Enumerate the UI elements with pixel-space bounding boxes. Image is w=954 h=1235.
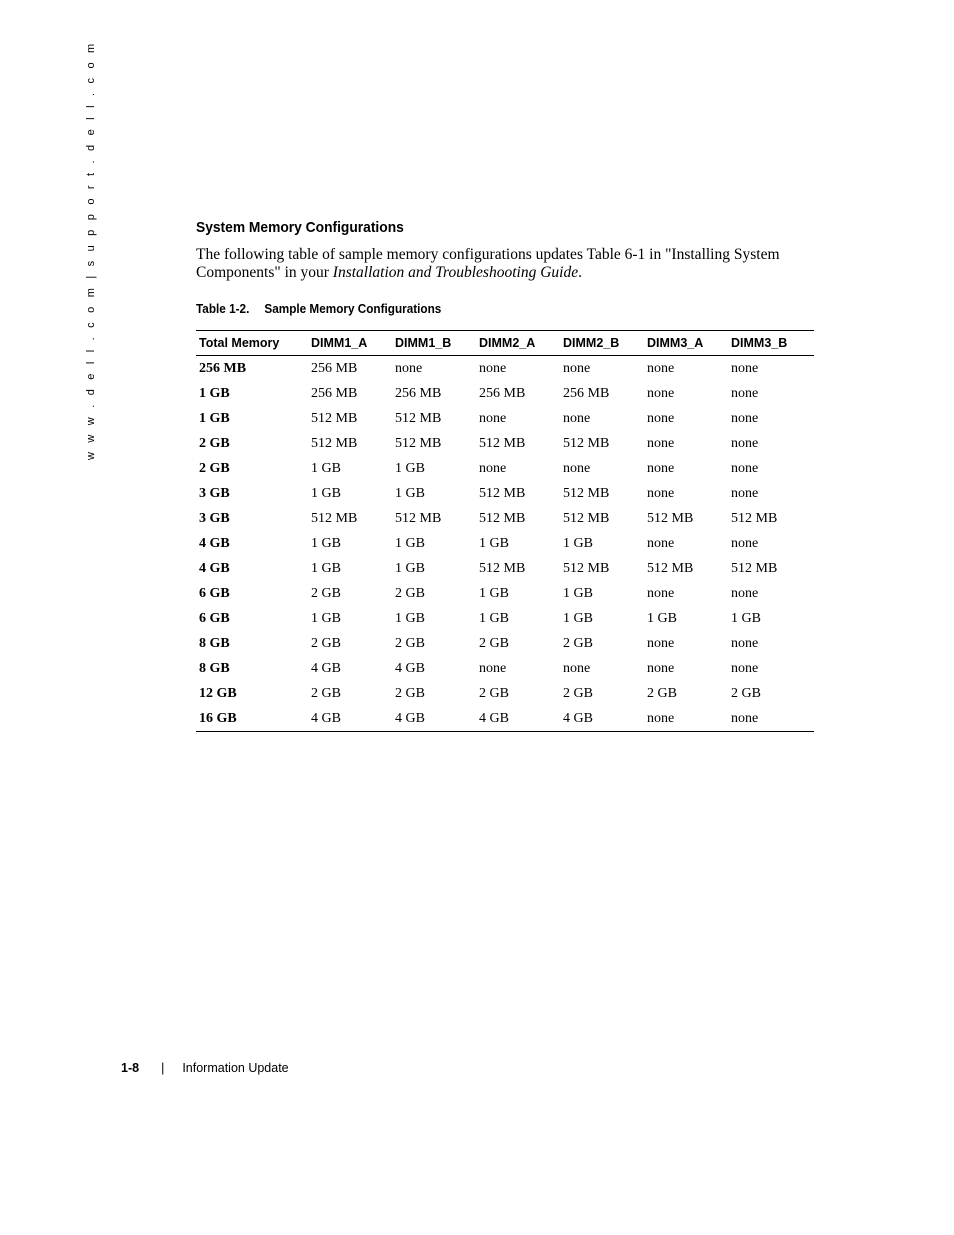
footer-section-title: Information Update xyxy=(182,1061,289,1075)
table-caption-number: Table 1-2. xyxy=(196,302,250,316)
dimm-cell: 4 GB xyxy=(308,706,392,732)
dimm-cell: 1 GB xyxy=(395,535,425,551)
total-memory-cell: 3 GB xyxy=(199,510,230,526)
dimm-cell: 1 GB xyxy=(563,585,593,601)
dimm-cell: 1 GB xyxy=(563,535,593,551)
header-total-memory: Total Memory xyxy=(196,331,308,356)
table-caption xyxy=(196,302,441,316)
total-memory-cell: 1 GB xyxy=(199,410,230,426)
dimm-cell: 2 GB xyxy=(395,585,425,601)
total-memory-cell: 4 GB xyxy=(199,560,230,576)
header-dimm3-a: DIMM3_A xyxy=(644,331,728,356)
page-number: 1-8 xyxy=(121,1061,140,1075)
dimm-cell: 2 GB xyxy=(647,685,677,701)
dimm-cell: none xyxy=(731,435,759,451)
table-row xyxy=(196,406,814,431)
dimm-cell: 512 MB xyxy=(479,560,526,576)
dimm-cell: 2 GB xyxy=(563,635,593,651)
dimm-cell: 1 GB xyxy=(395,485,425,501)
dimm-cell: 1 GB xyxy=(311,460,341,476)
intro-text-end: . xyxy=(578,264,582,281)
header-dimm1-b: DIMM1_B xyxy=(392,331,476,356)
table-row xyxy=(196,706,814,732)
dimm-cell: 2 GB xyxy=(395,685,425,701)
header-dimm2-b: DIMM2_B xyxy=(560,331,644,356)
total-memory-cell: 6 GB xyxy=(199,585,230,601)
dimm-cell: 256 MB xyxy=(311,385,358,401)
header-dimm1-a: DIMM1_A xyxy=(308,331,392,356)
dimm-cell: 256 MB xyxy=(563,385,610,401)
dimm-cell: 512 MB xyxy=(395,435,442,451)
total-memory-cell: 16 GB xyxy=(196,706,308,732)
dimm-cell: 512 MB xyxy=(311,510,358,526)
header-dimm2-a: DIMM2_A xyxy=(476,331,560,356)
dimm-cell: 512 MB xyxy=(479,485,526,501)
total-memory-cell: 256 MB xyxy=(199,360,247,376)
dimm-cell: none xyxy=(731,410,759,426)
table-caption-title: Sample Memory Configurations xyxy=(264,302,442,316)
dimm-cell: 512 MB xyxy=(647,510,694,526)
dimm-cell: none xyxy=(647,360,675,376)
dimm-cell: 512 MB xyxy=(563,435,610,451)
dimm-cell: none xyxy=(647,535,675,551)
total-memory-cell: 4 GB xyxy=(199,535,230,551)
dimm-cell: 512 MB xyxy=(731,560,778,576)
dimm-cell: none xyxy=(731,485,759,501)
dimm-cell: 4 GB xyxy=(476,706,560,732)
dimm-cell: none xyxy=(728,706,814,732)
total-memory-cell: 2 GB xyxy=(199,435,230,451)
dimm-cell: 512 MB xyxy=(731,510,778,526)
table-row xyxy=(196,606,814,631)
table-row xyxy=(196,431,814,456)
header-dimm3-b: DIMM3_B xyxy=(728,331,814,356)
dimm-cell: 512 MB xyxy=(563,560,610,576)
dimm-cell: none xyxy=(731,635,759,651)
table-row xyxy=(196,481,814,506)
dimm-cell: 1 GB xyxy=(479,585,509,601)
table-row xyxy=(196,581,814,606)
dimm-cell: 2 GB xyxy=(311,635,341,651)
dimm-cell: 2 GB xyxy=(731,685,761,701)
dimm-cell: 1 GB xyxy=(311,535,341,551)
dimm-cell: 1 GB xyxy=(395,610,425,626)
table-row xyxy=(196,681,814,706)
dimm-cell: 256 MB xyxy=(479,385,526,401)
table-row xyxy=(196,381,814,406)
dimm-cell: none xyxy=(731,535,759,551)
dimm-cell: 512 MB xyxy=(311,435,358,451)
page-footer xyxy=(121,1061,289,1075)
dimm-cell: 512 MB xyxy=(479,435,526,451)
total-memory-cell: 8 GB xyxy=(199,635,230,651)
dimm-cell: 4 GB xyxy=(311,660,341,676)
dimm-cell: 1 GB xyxy=(311,485,341,501)
total-memory-cell: 1 GB xyxy=(199,385,230,401)
dimm-cell: 512 MB xyxy=(563,485,610,501)
side-url-text: w w w . d e l l . c o m | s u p p o r t . d e l l . c o m xyxy=(85,40,97,460)
guide-title: Installation and Troubleshooting Guide xyxy=(332,264,579,281)
dimm-cell: 1 GB xyxy=(479,535,509,551)
total-memory-cell: 2 GB xyxy=(199,460,230,476)
section-title: System Memory Configurations xyxy=(196,219,404,236)
dimm-cell: none xyxy=(479,410,507,426)
total-memory-cell: 8 GB xyxy=(199,660,230,676)
dimm-cell: none xyxy=(563,410,591,426)
dimm-cell: none xyxy=(479,360,507,376)
dimm-cell: 1 GB xyxy=(479,610,509,626)
dimm-cell: none xyxy=(563,660,591,676)
dimm-cell: 4 GB xyxy=(560,706,644,732)
dimm-cell: 1 GB xyxy=(311,610,341,626)
dimm-cell: 1 GB xyxy=(731,610,761,626)
total-memory-cell: 3 GB xyxy=(199,485,230,501)
dimm-cell: 1 GB xyxy=(647,610,677,626)
memory-config-table xyxy=(196,330,814,732)
dimm-cell: none xyxy=(647,410,675,426)
dimm-cell: 2 GB xyxy=(395,635,425,651)
dimm-cell: 1 GB xyxy=(563,610,593,626)
dimm-cell: none xyxy=(731,360,759,376)
table-header-row xyxy=(196,331,814,356)
table-row xyxy=(196,356,814,382)
total-memory-cell: 6 GB xyxy=(199,610,230,626)
dimm-cell: 256 MB xyxy=(311,360,358,376)
table-row xyxy=(196,556,814,581)
dimm-cell: none xyxy=(395,360,423,376)
dimm-cell: none xyxy=(731,460,759,476)
dimm-cell: 512 MB xyxy=(395,510,442,526)
dimm-cell: 512 MB xyxy=(479,510,526,526)
table-row xyxy=(196,656,814,681)
dimm-cell: 512 MB xyxy=(395,410,442,426)
dimm-cell: 512 MB xyxy=(647,560,694,576)
total-memory-cell: 12 GB xyxy=(199,685,237,701)
dimm-cell: none xyxy=(479,660,507,676)
table-row xyxy=(196,631,814,656)
table-row xyxy=(196,531,814,556)
dimm-cell: none xyxy=(647,635,675,651)
dimm-cell: none xyxy=(647,460,675,476)
dimm-cell: 512 MB xyxy=(563,510,610,526)
dimm-cell: none xyxy=(644,706,728,732)
dimm-cell: 1 GB xyxy=(311,560,341,576)
table-row xyxy=(196,456,814,481)
footer-separator: | xyxy=(161,1061,165,1075)
dimm-cell: 256 MB xyxy=(395,385,442,401)
table-body xyxy=(196,356,814,732)
intro-paragraph xyxy=(196,246,796,282)
table-row xyxy=(196,506,814,531)
dimm-cell: 1 GB xyxy=(395,460,425,476)
dimm-cell: 2 GB xyxy=(311,685,341,701)
dimm-cell: none xyxy=(647,585,675,601)
dimm-cell: 4 GB xyxy=(392,706,476,732)
dimm-cell: none xyxy=(563,460,591,476)
dimm-cell: 1 GB xyxy=(395,560,425,576)
dimm-cell: none xyxy=(647,435,675,451)
dimm-cell: 2 GB xyxy=(311,585,341,601)
dimm-cell: 4 GB xyxy=(395,660,425,676)
dimm-cell: none xyxy=(647,485,675,501)
dimm-cell: none xyxy=(731,385,759,401)
dimm-cell: none xyxy=(563,360,591,376)
dimm-cell: none xyxy=(479,460,507,476)
dimm-cell: none xyxy=(647,385,675,401)
dimm-cell: 2 GB xyxy=(479,635,509,651)
dimm-cell: none xyxy=(731,660,759,676)
dimm-cell: none xyxy=(731,585,759,601)
intro-text: The following table of sample memory configurations updates Table 6-1 in "Installing System Components" in your xyxy=(196,246,780,281)
dimm-cell: 2 GB xyxy=(479,685,509,701)
dimm-cell: 2 GB xyxy=(563,685,593,701)
dimm-cell: none xyxy=(647,660,675,676)
dimm-cell: 512 MB xyxy=(311,410,358,426)
